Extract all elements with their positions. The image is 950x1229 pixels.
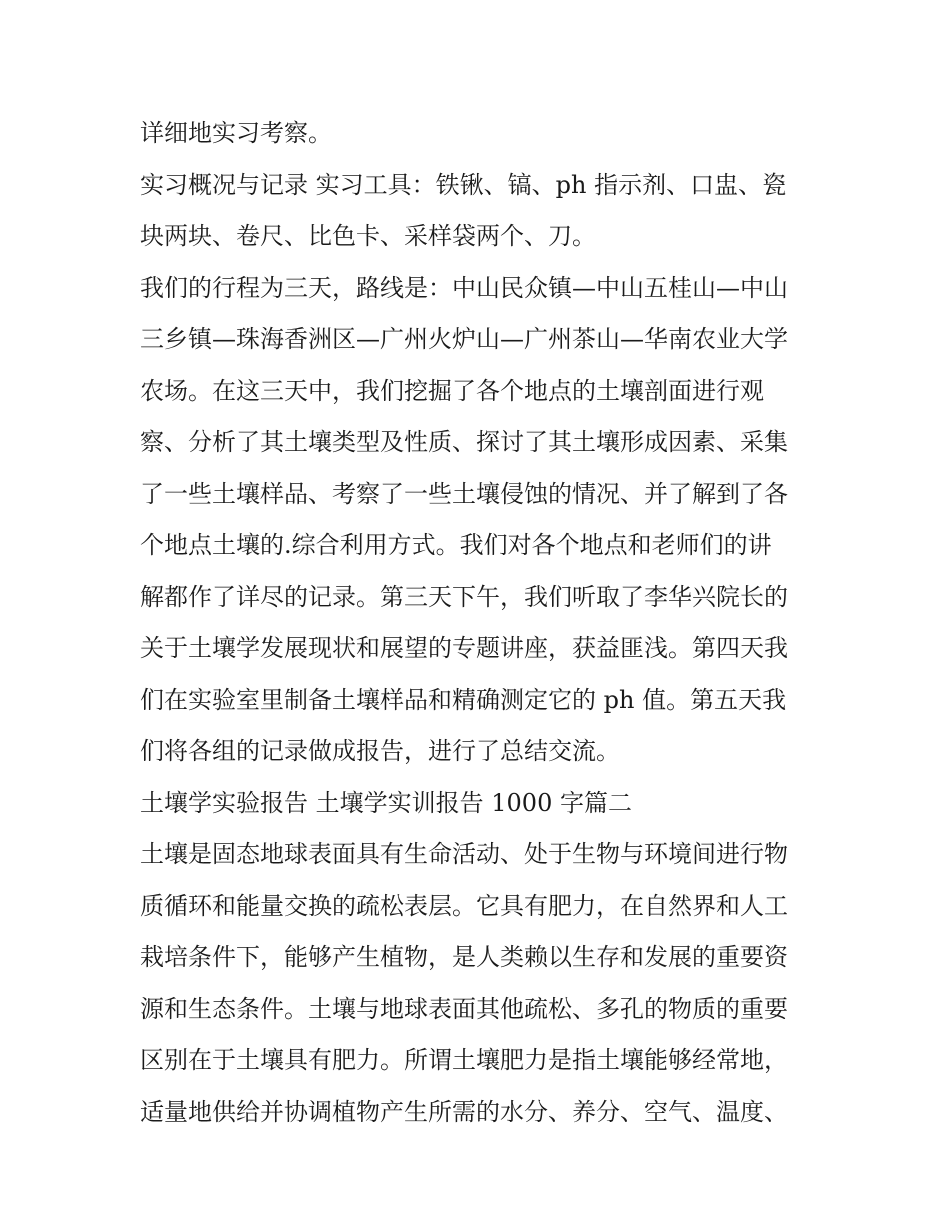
text-line: 们在实验室里制备土壤样品和精确测定它的 ph 值。第五天我 [140,685,787,714]
text-line: 农场。在这三天中，我们挖掘了各个地点的土壤剖面进行观 [140,376,764,405]
document-body [140,108,820,1138]
text-line: 适量地供给并协调植物产生所需的水分、养分、空气、温度、 [140,1097,788,1126]
text-line: 解都作了详尽的记录。第三天下午，我们听取了李华兴院长的 [140,582,788,611]
text-line: 察、分析了其土壤类型及性质、探讨了其土壤形成因素、采集 [140,428,788,456]
text-line: 三乡镇—珠海香洲区—广州火炉山—广州茶山—华南农业大学 [140,325,788,353]
text-line: 详细地实习考察。 [140,119,332,147]
text-line: 个地点土壤的.综合利用方式。我们对各个地点和老师们的讲 [140,531,772,559]
text-line: 关于土壤学发展现状和展望的专题讲座，获益匪浅。第四天我 [140,634,788,662]
text-line: 栽培条件下，能够产生植物，是人类赖以生存和发展的重要资 [140,943,788,971]
text-line: 区别在于土壤具有肥力。所谓土壤肥力是指土壤能够经常地， [140,1046,788,1074]
section-heading: 土壤学实验报告 土壤学实训报告 1000 字篇二 [140,788,632,817]
text-line: 土壤是固态地球表面具有生命活动、处于生物与环境间进行物 [140,840,788,868]
text-line: 质循环和能量交换的疏松表层。它具有肥力，在自然界和人工 [140,891,788,920]
text-line: 们将各组的记录做成报告，进行了总结交流。 [140,737,620,765]
text-line: 块两块、卷尺、比色卡、采样袋两个、刀。 [140,222,596,250]
text-line: 了一些土壤样品、考察了一些土壤侵蚀的情况、并了解到了各 [140,479,788,508]
text-line: 源和生态条件。土壤与地球表面其他疏松、多孔的物质的重要 [140,994,788,1023]
text-line: 实习概况与记录 实习工具：铁锹、镐、ph 指示剂、口盅、瓷 [140,170,787,199]
text-line: 我们的行程为三天，路线是：中山民众镇—中山五桂山—中山 [140,273,788,302]
